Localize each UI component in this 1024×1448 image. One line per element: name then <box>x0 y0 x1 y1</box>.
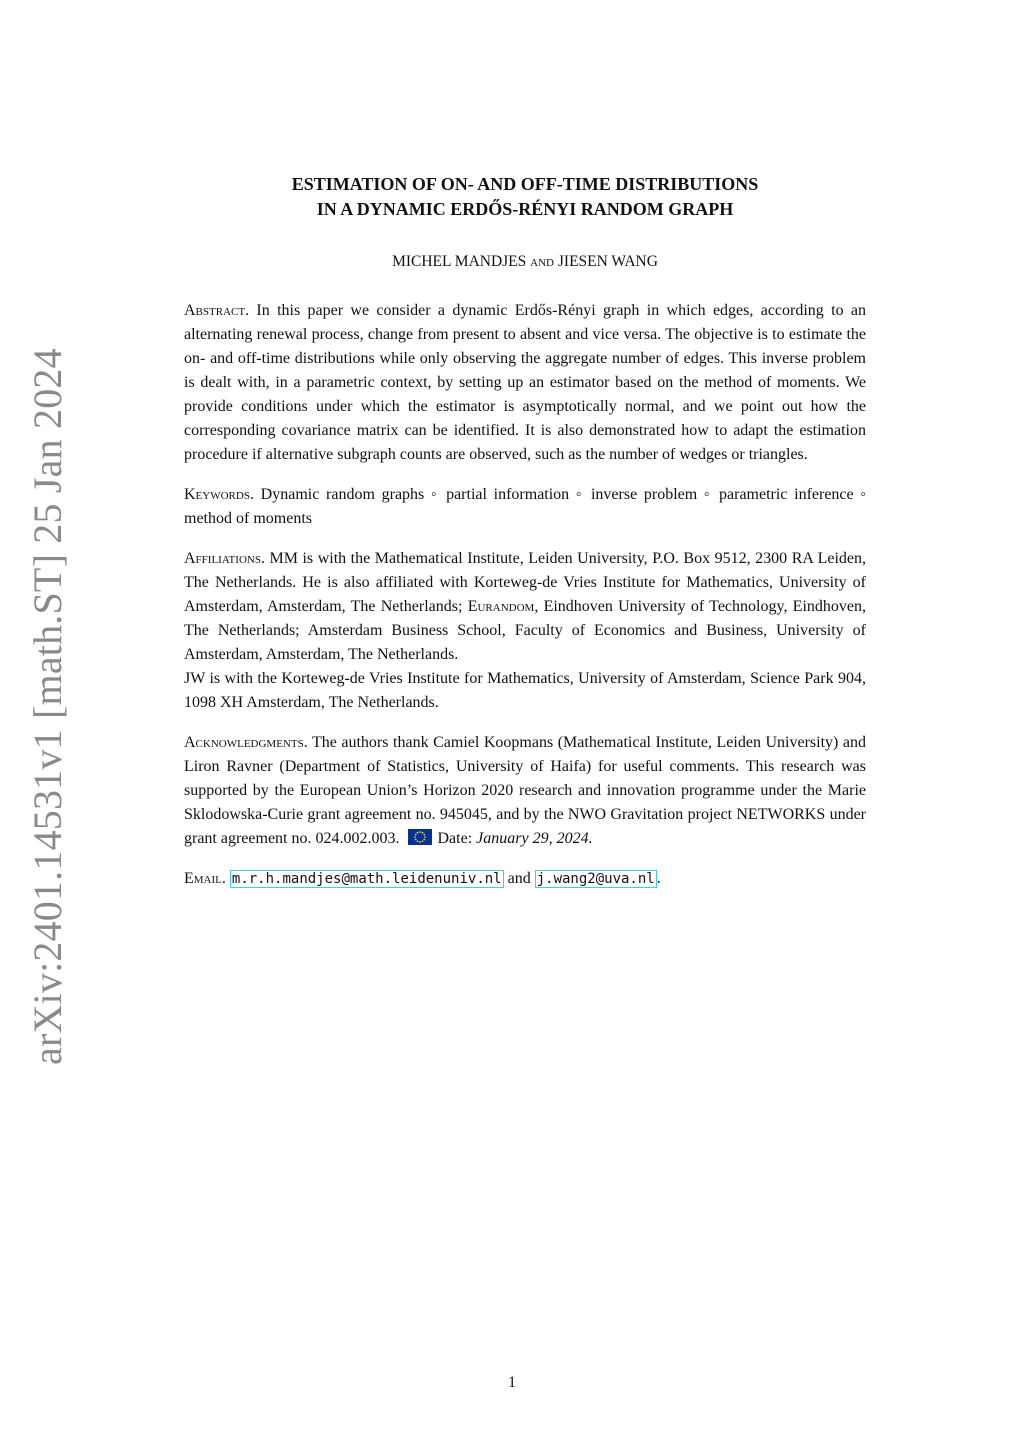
affiliations-label: Affiliations. <box>184 550 265 567</box>
email-link-wang[interactable]: j.wang2@uva.nl <box>536 871 655 887</box>
abstract-section <box>184 299 866 467</box>
affiliations-text-after: , Eindhoven University of Technology, Eindhoven, The Netherlands; Amsterdam Business School, Faculty of Economics and Business, University of Amsterdam, Amsterdam, The Netherlands. <box>184 598 867 663</box>
page-number: 1 <box>508 1374 516 1391</box>
keywords-label: Keywords. <box>184 486 254 503</box>
abstract-label: Abstract. <box>184 302 250 319</box>
acknowledgments-label: Acknowledgments. <box>184 734 308 751</box>
email-link-mandjes[interactable]: m.r.h.mandjes@math.leidenuniv.nl <box>231 871 502 887</box>
affiliations-second-author: JW is with the Korteweg-de Vries Institute for Mathematics, University of Amsterdam, Science Park 904, 1098 XH Amsterdam, The Netherlands. <box>184 670 866 711</box>
author-second: JIESEN WANG <box>557 253 658 270</box>
email-section <box>184 867 866 891</box>
email-label: Email. <box>184 870 226 887</box>
acknowledgments-section <box>184 731 866 851</box>
date-value: January 29, 2024. <box>476 830 593 847</box>
abstract-text: In this paper we consider a dynamic Erdős-Rényi graph in which edges, according to an alternating renewal process, change from present to absent and vice versa. The objective is to estimate the on- and off-time distributions while only observing the aggregate number of edges. This inverse problem is dealt with, in a parametric context, by setting up an estimator based on the method of moments. We provide conditions under which the estimator is asymptotically normal, and we point out how the corresponding covariance matrix can be identified. It is also demonstrated how to adapt the estimation procedure if alternative subgraph counts are observed, such as the number of wedges or triangles. <box>184 302 867 463</box>
affiliations-text-before: MM is with the Mathematical Institute, Leiden University, P.O. Box 9512, 2300 RA Leiden, The Netherlands. He is also affiliated with Korteweg-de Vries Institute for Mathematics, University of Amsterdam, Amsterdam, The Netherlands; <box>184 550 867 615</box>
arxiv-identifier-stamp: arXiv:2401.14531v1 [math.ST] 25 Jan 2024 <box>25 348 70 1065</box>
keywords-text: Dynamic random graphs ◦ partial information ◦ inverse problem ◦ parametric inference ◦ method of moments <box>184 486 867 527</box>
keywords-section <box>184 483 866 531</box>
paper-front-matter <box>184 172 866 891</box>
date-label: Date: <box>437 830 473 847</box>
author-connector: and <box>530 254 554 270</box>
paper-title <box>184 172 866 222</box>
email-connector: and <box>507 870 531 887</box>
acknowledgments-text: The authors thank Camiel Koopmans (Mathematical Institute, Leiden University) and Liron Ravner (Department of Statistics, University of Haifa) for useful comments. This research was supported by the European Union’s Horizon 2020 research and innovation programme under the Marie Sklodowska-Curie grant agreement no. 945045, and by the NWO Gravitation project NETWORKS under grant agreement no. 024.002.003. <box>184 734 866 847</box>
title-line-2: IN A DYNAMIC ERDŐS-RÉNYI RANDOM GRAPH <box>316 199 734 219</box>
eu-flag-icon <box>408 829 432 845</box>
eurandom-name: Eurandom <box>467 598 535 615</box>
email-end-punctuation: . <box>656 870 661 887</box>
affiliations-section <box>184 547 866 715</box>
author-list <box>184 250 866 274</box>
title-line-1: ESTIMATION OF ON- AND OFF-TIME DISTRIBUTIONS <box>291 174 759 194</box>
author-first: MICHEL MANDJES <box>392 253 527 270</box>
